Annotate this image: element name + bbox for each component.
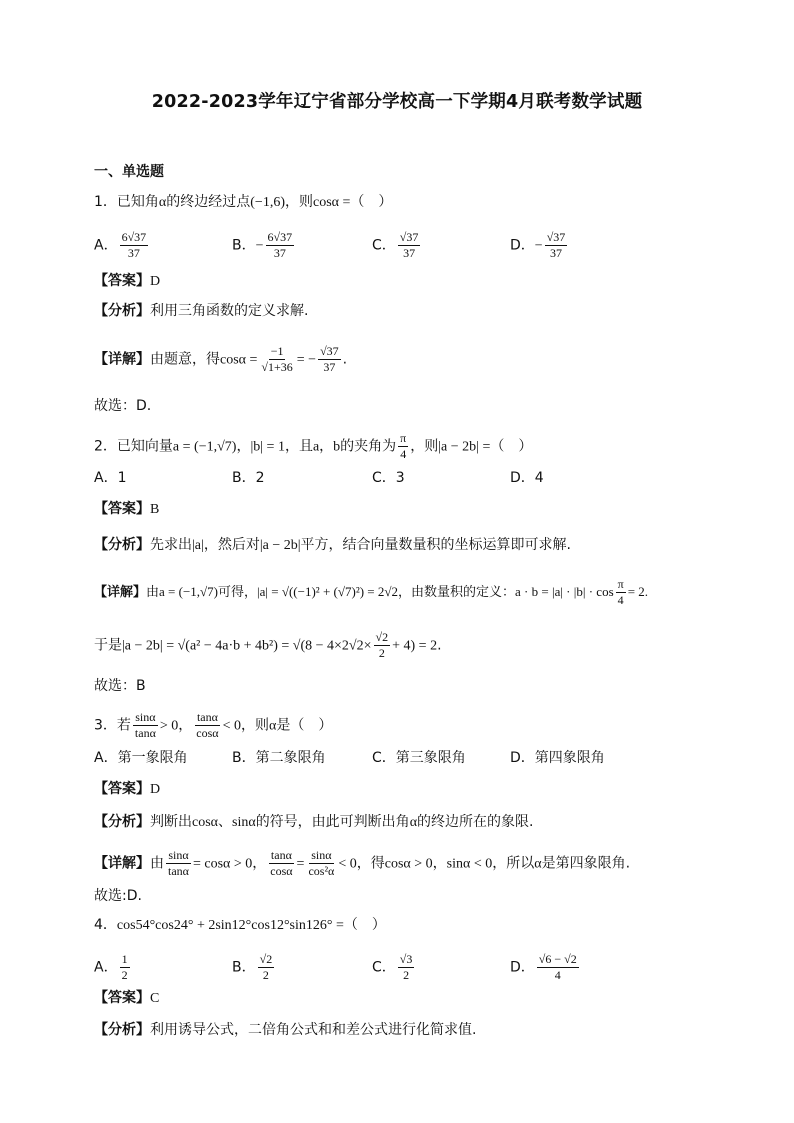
q2-detail: 【详解】由a = (−1,√7)可得，|a| = √((−1)² + (√7)²) = 2√2，由数量积的定义：a · b = |a| · |b| · cos $\frac{\pi}{4}$ = 2. [94, 577, 649, 607]
q2-detail-continued: 于是|a − 2b| = √(a² − 4a·b + 4b²) = √(8 − 4×2√2× $\frac{√2}{2}$ + 4) = 2. [94, 630, 442, 660]
q4-answer: 【答案】C [94, 990, 160, 1006]
q2-option-a: A．1 [94, 470, 127, 486]
q1-detail: 【详解】由题意，得cosα = $\frac{-1}{√1+36}$ = − $\frac{√37}{37}$ . [94, 344, 348, 374]
q2-answer: 【答案】B [94, 501, 160, 517]
q4-analysis: 【分析】利用诱导公式，二倍角公式和和差公式进行化简求值. [94, 1022, 477, 1038]
q2-option-b: B．2 [232, 470, 265, 486]
q4-option-c: C． $\frac{√3}{2}$ [372, 952, 413, 982]
q1-option-d: D．− $\frac{√37}{37}$ [510, 230, 566, 260]
q4-stem: 4．cos54°cos24° + 2sin12°cos12°sin126° =（ ） [94, 917, 386, 933]
q3-answer: 【答案】D [94, 781, 161, 797]
q3-option-d: D．第四象限角 [510, 750, 605, 766]
q3-option-b: B．第二象限角 [232, 750, 326, 766]
q3-option-a: A．第一象限角 [94, 750, 188, 766]
q1-answer: 【答案】D [94, 273, 161, 289]
q1-choose: 故选：D. [94, 398, 152, 414]
q4-option-a: A． $\frac{1}{2}$ [94, 952, 128, 982]
q1-option-a: A． $\frac{6√37}{37}$ [94, 230, 147, 260]
q3-choose: 故选:D. [94, 888, 142, 904]
q1-option-c: C． $\frac{√37}{37}$ [372, 230, 419, 260]
q3-stem: 3．若 $\frac{\sin\alpha}{\tan\alpha}$ > 0， $\frac{\tan\alpha}{\cos\alpha}$ < 0，则α是（ ） [94, 710, 333, 740]
q2-choose: 故选：B [94, 678, 146, 694]
q2-stem: 2．已知向量a = (−1,√7)，|b| = 1，且a，b的夹角为 $\frac{\pi}{4}$ ，则|a − 2b| =（ ） [94, 431, 533, 461]
q3-option-c: C．第三象限角 [372, 750, 466, 766]
q3-analysis: 【分析】判断出cosα、sinα的符号，由此可判断出角α的终边所在的象限. [94, 814, 534, 830]
q4-option-d: D． $\frac{√6 - √2}{4}$ [510, 952, 577, 982]
section-heading: 一、单选题 [94, 164, 164, 180]
q2-option-d: D．4 [510, 470, 544, 486]
q2-option-c: C．3 [372, 470, 405, 486]
q2-analysis: 【分析】先求出|a|，然后对|a − 2b|平方，结合向量数量积的坐标运算即可求解. [94, 537, 571, 553]
q4-option-b: B． $\frac{√2}{2}$ [232, 952, 273, 982]
page-title: 2022-2023学年辽宁省部分学校高一下学期4月联考数学试题 [151, 92, 643, 112]
q3-detail: 【详解】由 $\frac{\sin\alpha}{\tan\alpha}$ = cosα > 0， $\frac{\tan\alpha}{\cos\alpha}$ = $\frac{\sin\alpha}{\text{cos²α}}$ < 0，得cosα > 0，sinα < 0，所以α是第四象限角. [94, 848, 631, 878]
q1-stem: 1．已知角α的终边经过点(−1,6)，则cosα =（ ） [94, 194, 393, 210]
q1-analysis: 【分析】利用三角函数的定义求解. [94, 303, 309, 319]
q1-option-b: B．− $\frac{6√37}{37}$ [232, 230, 293, 260]
